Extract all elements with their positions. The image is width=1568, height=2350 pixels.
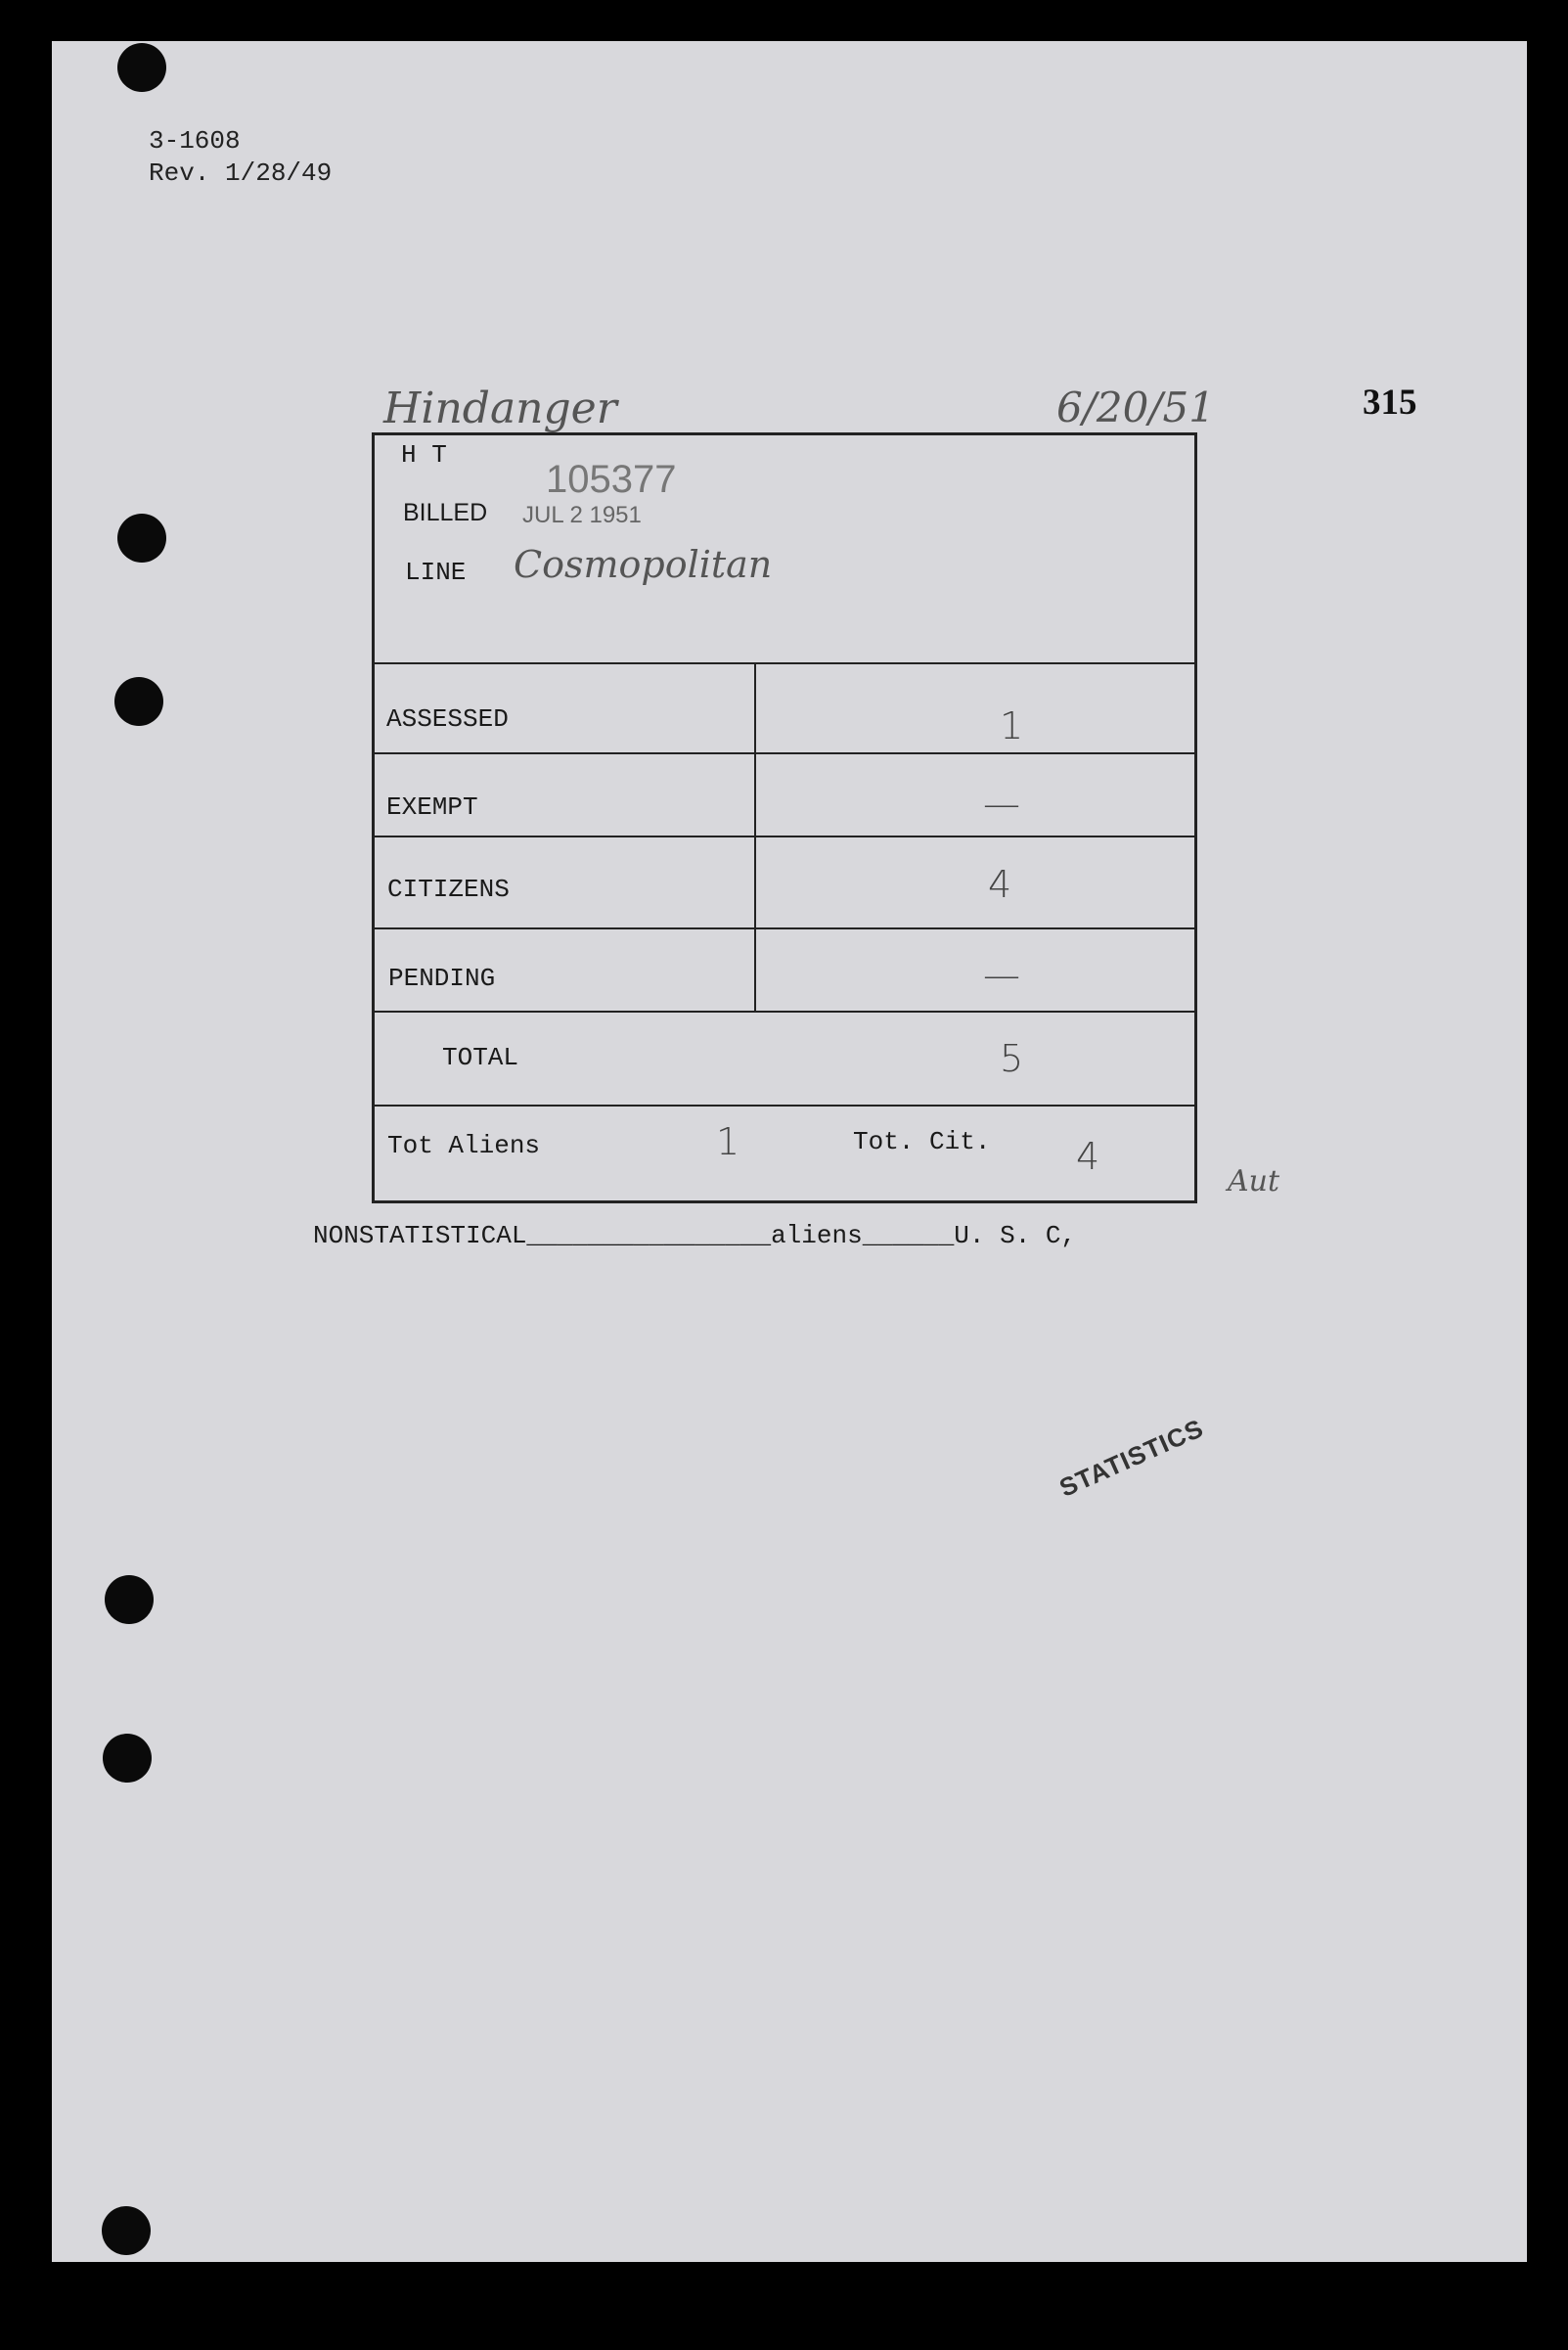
handwritten-line: Cosmopolitan — [514, 543, 773, 586]
divider — [372, 752, 1197, 754]
handwritten-name: Hindanger — [383, 384, 617, 433]
citizens-value: 4 — [988, 863, 1012, 906]
divider — [372, 1011, 1197, 1013]
tot-aliens-label: Tot Aliens — [387, 1131, 541, 1160]
assessed-label: ASSESSED — [386, 704, 509, 734]
pending-label: PENDING — [388, 964, 496, 993]
tot-aliens-value: 1 — [716, 1120, 740, 1163]
divider — [372, 836, 1197, 837]
punch-hole — [117, 43, 166, 92]
divider — [372, 662, 1197, 664]
divider — [372, 1105, 1197, 1107]
total-label: TOTAL — [442, 1043, 519, 1072]
pending-value: — — [983, 954, 1020, 997]
handwritten-initials: Aut — [1228, 1164, 1280, 1198]
tot-cit-label: Tot. Cit. — [853, 1127, 991, 1156]
form-table — [372, 432, 1197, 1203]
ht-label: H T — [401, 440, 447, 470]
punch-hole — [114, 677, 163, 726]
form-revision: Rev. 1/28/49 — [149, 158, 333, 188]
form-number: 3-1608 — [149, 126, 241, 156]
punch-hole — [102, 2206, 151, 2255]
form-identifier — [149, 125, 332, 190]
page-number: 315 — [1363, 383, 1417, 423]
total-value: 5 — [1000, 1037, 1024, 1080]
punch-hole — [117, 514, 166, 563]
punch-hole — [103, 1734, 152, 1783]
billed-label: BILLED — [403, 499, 488, 526]
statistics-stamp: STATISTICS — [1054, 1413, 1208, 1503]
punch-hole — [105, 1575, 154, 1624]
nonstatistical-line: NONSTATISTICAL________________aliens______U. S. C, — [313, 1221, 1077, 1250]
assessed-value: 1 — [1000, 704, 1024, 747]
exempt-value: — — [983, 783, 1020, 826]
column-divider — [754, 664, 756, 1011]
line-label: LINE — [405, 558, 467, 587]
tot-cit-value: 4 — [1076, 1135, 1100, 1178]
exempt-label: EXEMPT — [386, 792, 478, 822]
divider — [372, 927, 1197, 929]
handwritten-date: 6/20/51 — [1056, 384, 1215, 431]
billed-date-stamp: JUL 2 1951 — [522, 502, 642, 528]
stamp-number: 105377 — [546, 458, 677, 501]
citizens-label: CITIZENS — [387, 875, 510, 904]
